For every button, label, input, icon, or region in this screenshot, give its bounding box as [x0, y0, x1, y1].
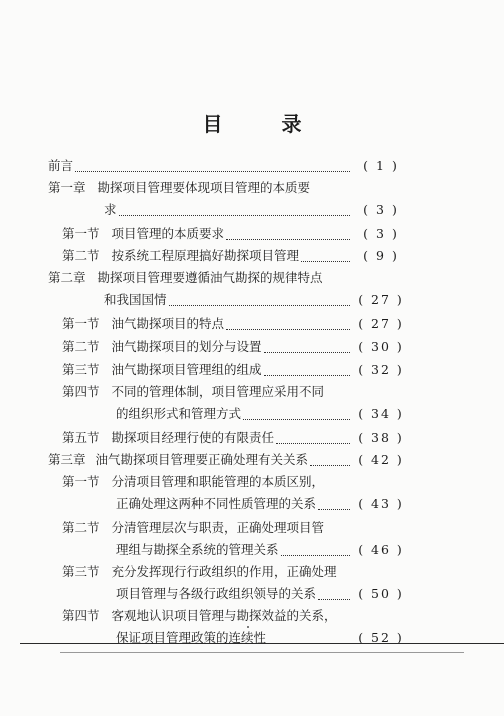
- toc-text-cont: 正确处理这两种不同性质管理的关系: [116, 496, 317, 511]
- toc-entry: [62, 514, 324, 536]
- toc-label: 前言: [48, 158, 74, 173]
- page-number: ( 46 ): [358, 542, 404, 557]
- toc-entry-chapter-1: [48, 174, 310, 196]
- toc-entry-chapter-3: [48, 446, 354, 468]
- page-number: ( 1 ): [363, 158, 399, 173]
- page-number: ( 43 ): [358, 496, 404, 511]
- dot-leader: [226, 235, 350, 240]
- toc-text: 勘探项目管理要遵循油气勘探的规律特点: [97, 270, 323, 285]
- page-number: ( 50 ): [358, 586, 404, 601]
- toc-label: 第四节: [62, 384, 100, 399]
- toc-text: 客观地认识项目管理与勘探效益的关系，: [111, 608, 337, 623]
- toc-entry-chapter-2-cont: [104, 286, 354, 308]
- dot-leader: [281, 551, 350, 556]
- page-number: ( 34 ): [358, 406, 404, 421]
- toc-label: 第二节: [62, 248, 100, 263]
- toc-text-cont: 项目管理与各级行政组织领导的关系: [116, 586, 317, 601]
- page-number: ( 32 ): [358, 362, 404, 377]
- toc-label: 第五节: [62, 430, 100, 445]
- toc-entry: [62, 378, 324, 400]
- toc-entry: [62, 242, 354, 264]
- dot-leader: [318, 505, 350, 510]
- toc-label: 第三章: [48, 452, 86, 467]
- page-number: ( 3 ): [363, 226, 399, 241]
- toc-entry: [62, 356, 354, 378]
- toc-entry: [62, 424, 354, 446]
- toc-entry: [62, 333, 354, 355]
- toc-text-cont: 保证项目管理政策的连续性: [116, 630, 267, 645]
- toc-text: 油气勘探项目的划分与设置: [111, 339, 262, 354]
- toc-entry-chapter-2: [48, 264, 323, 286]
- dot-leader: [264, 371, 350, 376]
- page-number: ( 52 ): [358, 630, 404, 645]
- toc-label: 第一节: [62, 474, 100, 489]
- toc-entry: [62, 310, 354, 332]
- toc-text: 勘探项目管理要体现项目管理的本质要: [97, 180, 311, 195]
- toc-text: 分清管理层次与职责，正确处理项目管: [111, 520, 325, 535]
- toc-text: 按系统工程原理搞好勘探项目管理: [111, 248, 300, 263]
- scan-speck: [247, 626, 249, 628]
- dot-leader: [75, 167, 350, 172]
- toc-entry-cont: [116, 536, 354, 558]
- dot-leader: [310, 461, 350, 466]
- toc-text: 勘探项目经理行使的有限责任: [111, 430, 275, 445]
- page-number: ( 30 ): [358, 339, 404, 354]
- toc-entry-preface: [48, 152, 354, 174]
- toc-text: 油气勘探项目的特点: [111, 316, 225, 331]
- toc-text: 充分发挥现行行政组织的作用，正确处理: [111, 564, 337, 579]
- toc-text: 分清项目管理和职能管理的本质区别，: [111, 474, 325, 489]
- toc-entry-chapter-1-cont: [104, 196, 354, 218]
- toc-label: 第二节: [62, 339, 100, 354]
- toc-entry-cont: [116, 490, 354, 512]
- page-number: ( 38 ): [358, 430, 404, 445]
- page-number: ( 27 ): [358, 316, 404, 331]
- toc-label: 第四节: [62, 608, 100, 623]
- toc-entry-cont: [116, 580, 354, 602]
- toc-label: 第一节: [62, 316, 100, 331]
- dot-leader: [264, 348, 350, 353]
- toc-entry: [62, 602, 337, 624]
- toc-text-cont: 和我国国情: [104, 292, 167, 307]
- toc-text: 油气勘探项目管理组的组成: [111, 362, 262, 377]
- page-number: ( 42 ): [358, 452, 404, 467]
- toc-entry: [62, 468, 324, 490]
- bottom-rule: [20, 643, 504, 644]
- page-number: ( 9 ): [363, 248, 399, 263]
- toc-label: 第三节: [62, 564, 100, 579]
- toc-text-cont: 理组与勘探全系统的管理关系: [116, 542, 279, 557]
- toc-label: 第二章: [48, 270, 86, 285]
- toc-text-cont: 的组织形式和管理方式: [116, 406, 242, 421]
- page-title: 目 录: [202, 112, 328, 136]
- toc-entry-cont: [116, 400, 354, 422]
- bottom-rule-faint: [60, 652, 464, 653]
- toc-text: 不同的管理体制，项目管理应采用不同: [111, 384, 325, 399]
- dot-leader: [119, 211, 350, 216]
- toc-text: 油气勘探项目管理要正确处理有关关系: [95, 452, 309, 467]
- toc-label: 第三节: [62, 362, 100, 377]
- toc-entry: [62, 558, 337, 580]
- toc-label: 第一节: [62, 226, 100, 241]
- dot-leader: [301, 257, 350, 262]
- dot-leader: [226, 325, 350, 330]
- toc-label: 第一章: [48, 180, 86, 195]
- toc-text: 项目管理的本质要求: [111, 226, 225, 241]
- dot-leader: [243, 415, 350, 420]
- page-number: ( 27 ): [358, 292, 404, 307]
- toc-text-cont: 求: [104, 202, 117, 217]
- toc-entry: [62, 220, 354, 242]
- page-number: ( 3 ): [363, 202, 399, 217]
- dot-leader: [318, 595, 350, 600]
- toc-label: 第二节: [62, 520, 100, 535]
- dot-leader: [276, 439, 350, 444]
- dot-leader: [169, 301, 350, 306]
